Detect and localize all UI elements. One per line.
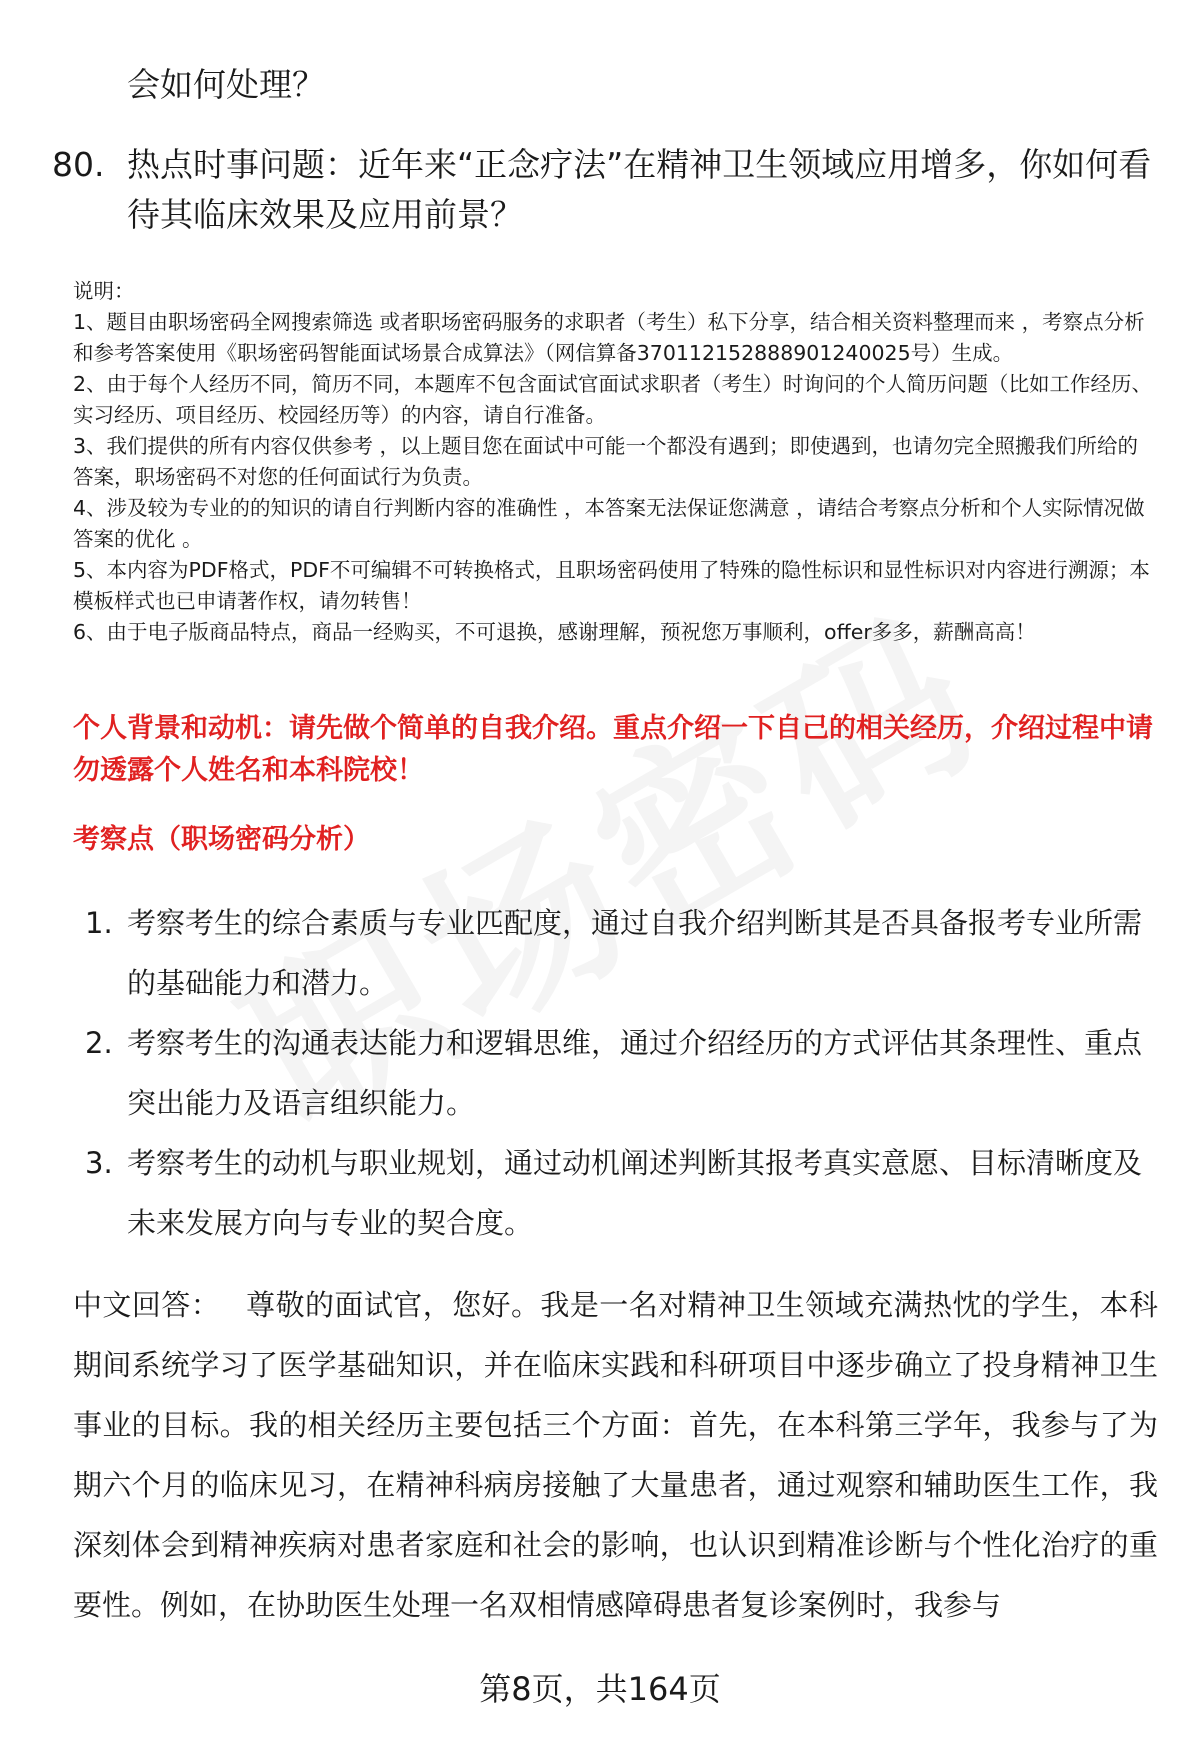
answer-label: 中文回答： (73, 1288, 221, 1322)
analysis-point (85, 893, 1155, 1013)
page-footer: 第8页，共164页 (479, 1670, 721, 1708)
question-continuation: 会如何处理？ (127, 65, 325, 104)
answer-block (73, 1275, 1158, 1635)
question-80 (52, 140, 1162, 240)
point-number: 2. (85, 1026, 113, 1060)
point-number: 1. (85, 906, 113, 940)
answer-text: 尊敬的面试官，您好。我是一名对精神卫生领域充满热忱的学生，本科期间系统学习了医学基础知识，并在临床实践和科研项目中逐步确立了投身精神卫生事业的目标。我的相关经历主要包括三个方面：首先，在本科第三学年，我参与了为期六个月的临床见习，在精神科病房接触了大量患者，通过观察和辅助医生工作，我深刻体会到精神疾病对患者家庭和社会的影响，也认识到精准诊断与个性化治疗的重要性。例如，在协助医生处理一名双相情感障碍患者复诊案例时，我参与 (73, 1288, 1158, 1622)
analysis-title: 考察点（职场密码分析） (73, 824, 370, 855)
question-text: 热点时事问题：近年来“正念疗法”在精神卫生领域应用增多，你如何看待其临床效果及应用前景？ (127, 145, 1152, 234)
note-item: 1、题目由职场密码全网搜索筛选 或者职场密码服务的求职者（考生）私下分享，结合相关资料整理而来 ，考察点分析和参考答案使用《职场密码智能面试场景合成算法》（网信算备370112152888901240025号）生成。 (73, 310, 1145, 365)
point-number: 3. (85, 1146, 113, 1180)
notes-heading: 说明： (73, 279, 135, 303)
analysis-point (85, 1133, 1155, 1253)
note-item: 6、由于电子版商品特点，商品一经购买，不可退换，感谢理解，预祝您万事顺利，offer多多，薪酬高高！ (73, 620, 1036, 644)
analysis-points (85, 893, 1155, 1253)
point-text: 考察考生的沟通表达能力和逻辑思维，通过介绍经历的方式评估其条理性、重点突出能力及语言组织能力。 (127, 1026, 1143, 1120)
note-item: 5、本内容为PDF格式，PDF不可编辑不可转换格式，且职场密码使用了特殊的隐性标识和显性标识对内容进行溯源；本模板样式也已申请著作权，请勿转售！ (73, 558, 1150, 613)
note-item: 3、我们提供的所有内容仅供参考 ，以上题目您在面试中可能一个都没有遇到；即使遇到，也请勿完全照搬我们所给的答案，职场密码不对您的任何面试行为负责。 (73, 434, 1139, 489)
point-text: 考察考生的动机与职业规划，通过动机阐述判断其报考真实意愿、目标清晰度及未来发展方向与专业的契合度。 (127, 1146, 1143, 1240)
notes-block (73, 276, 1153, 648)
note-item: 4、涉及较为专业的的知识的请自行判断内容的准确性 ，本答案无法保证您满意 ，请结合考察点分析和个人实际情况做答案的优化 。 (73, 496, 1145, 551)
analysis-point (85, 1013, 1155, 1133)
note-item: 2、由于每个人经历不同，简历不同，本题库不包含面试官面试求职者（考生）时询问的个人简历问题（比如工作经历、实习经历、项目经历、校园经历等）的内容，请自行准备。 (73, 372, 1153, 427)
question-number: 80. (52, 145, 105, 184)
point-text: 考察考生的综合素质与专业匹配度，通过自我介绍判断其是否具备报考专业所需的基础能力和潜力。 (127, 906, 1143, 1000)
section-title: 个人背景和动机：请先做个简单的自我介绍。重点介绍一下自己的相关经历，介绍过程中请勿透露个人姓名和本科院校！ (73, 713, 1153, 786)
